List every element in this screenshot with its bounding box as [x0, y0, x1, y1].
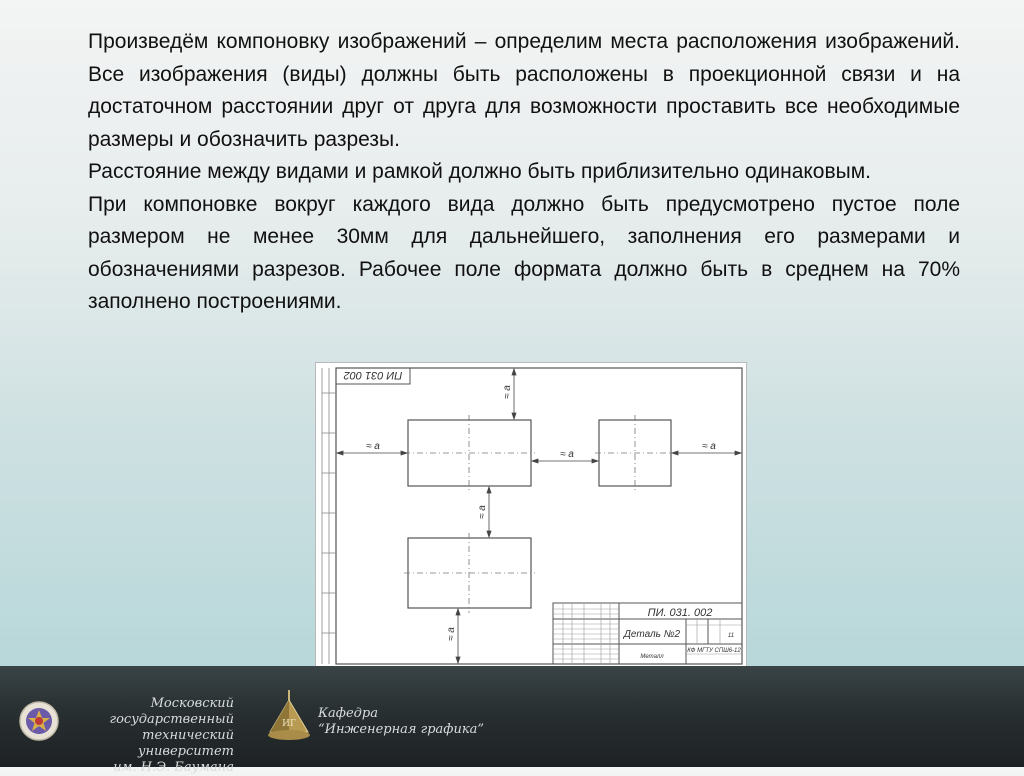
- paragraph-layout: Произведём компоновку изображений – определим места расположения изображений. Все изображения (виды) должны быть расположены в проекционной связи и на достаточном расстоянии друг от друга для возможности проставить все необходимые размеры и обозначить разрезы.: [88, 30, 960, 151]
- svg-text:ИГ: ИГ: [282, 719, 296, 729]
- university-line-3: им. Н.Э. Баумана: [113, 760, 234, 775]
- title-block-organization: КФ МГТУ СПШ6-12: [687, 648, 741, 654]
- university-line-1: Московский государственный: [109, 696, 234, 727]
- university-emblem-icon: [18, 700, 60, 742]
- corner-code: ПИ 031 002: [343, 369, 403, 381]
- title-block-code: ПИ. 031. 002: [647, 607, 713, 619]
- department-line-1: Кафедра: [318, 706, 378, 721]
- title-block-part-name: Деталь №2: [623, 629, 681, 640]
- dim-label-middle: ≈ a: [560, 449, 574, 460]
- paragraph-margins: При компоновке вокруг каждого вида должно быть предусмотрено пустое поле размером не менее 30мм для дальнейшего, заполнения его размерами и обозначениями разрезов. Рабочее поле формата должно быть в среднем на 70% заполнено построениями.: [88, 192, 960, 313]
- university-line-2: технический университет: [137, 728, 234, 759]
- department-name: [318, 706, 518, 738]
- footer-bar: [0, 666, 1024, 775]
- title-block-sheet-number: 11: [727, 633, 735, 639]
- university-name: [64, 696, 234, 776]
- title-block-material: Металл: [640, 654, 664, 660]
- department-line-2: “Инженерная графика”: [318, 722, 484, 737]
- dim-label-left: ≈ a: [366, 441, 380, 452]
- dim-label-vertical-middle: ≈ a: [477, 505, 488, 519]
- department-logo-icon: [266, 688, 312, 744]
- drawing-sheet-figure: [315, 362, 747, 668]
- dim-label-top: ≈ a: [502, 385, 513, 399]
- paragraph-distance: Расстояние между видами и рамкой должно быть приблизительно одинаковым.: [88, 160, 872, 183]
- slide-text: [88, 26, 960, 319]
- dim-label-bottom: ≈ a: [446, 627, 457, 641]
- dim-label-right: ≈ a: [702, 441, 716, 452]
